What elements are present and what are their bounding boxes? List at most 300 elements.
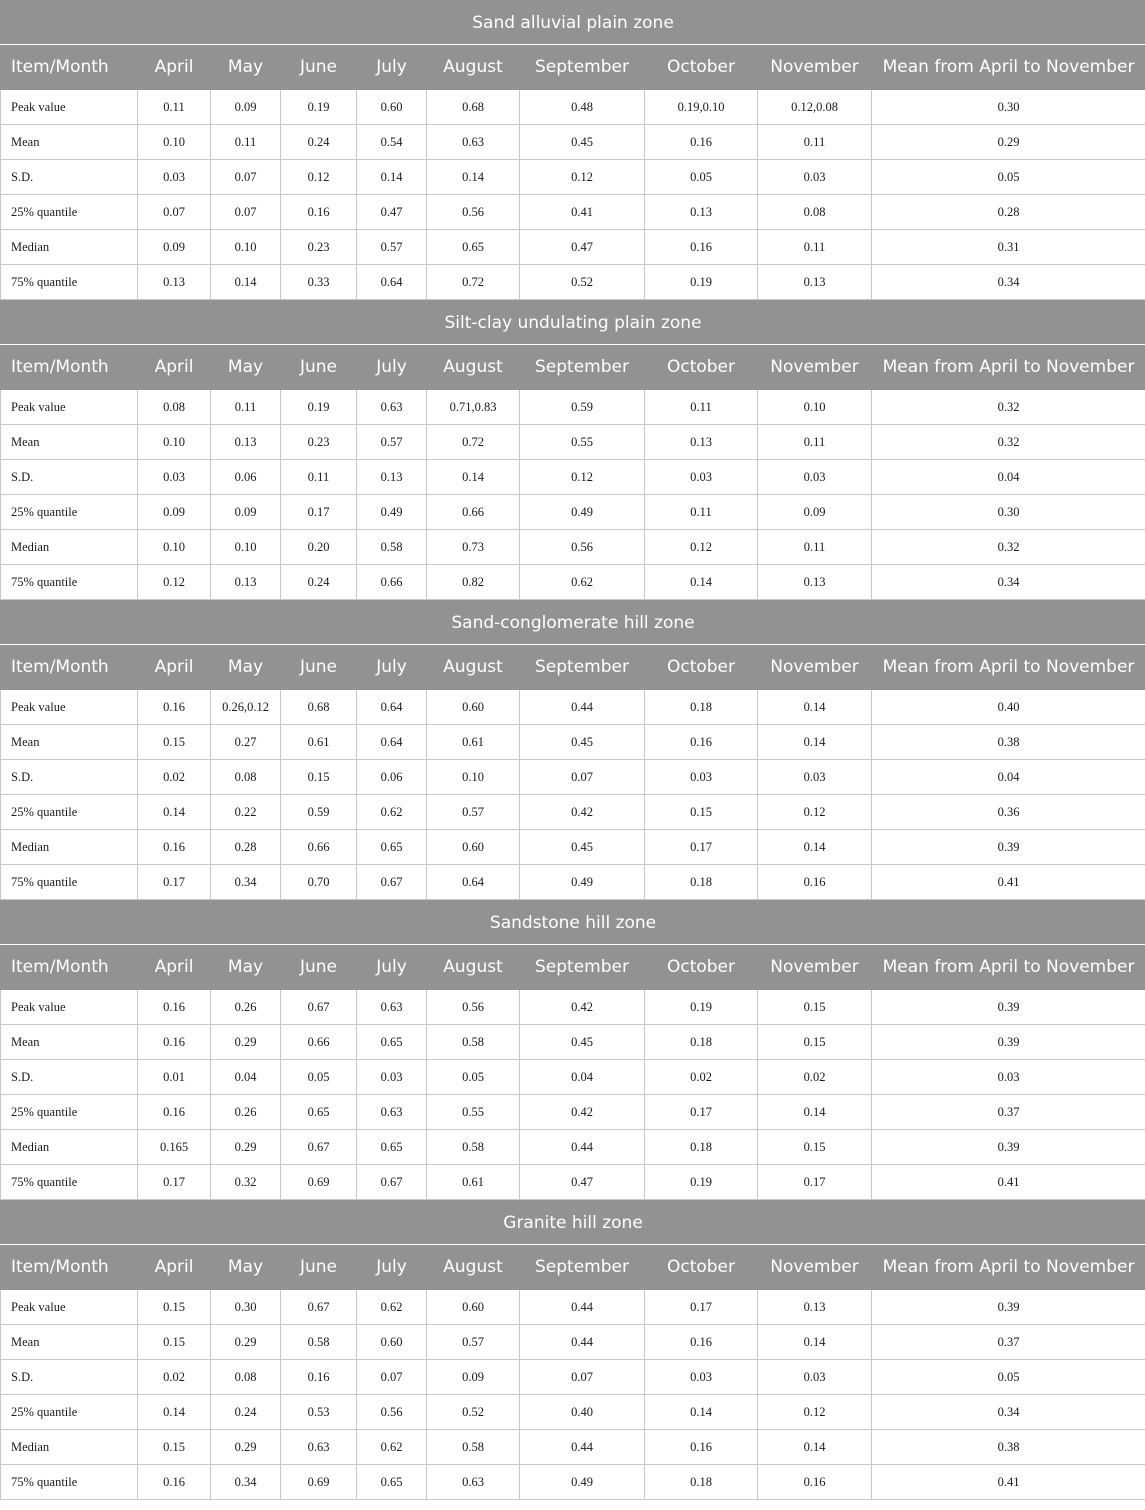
table-row: [1, 795, 1145, 830]
column-header: September: [520, 945, 645, 990]
table-cell: 0.55: [427, 1095, 520, 1130]
table-cell: 0.57: [427, 795, 520, 830]
zone-table-sandstone-hill-zone: [0, 900, 1145, 1200]
table-cell: 0.03: [758, 460, 872, 495]
column-header: August: [427, 45, 520, 90]
table-cell: 0.12,0.08: [758, 90, 872, 125]
table-cell: 0.49: [357, 495, 427, 530]
column-header: May: [211, 945, 281, 990]
table-cell: 0.02: [138, 1360, 211, 1395]
table-cell: 0.67: [357, 865, 427, 900]
table-cell: 0.49: [520, 1465, 645, 1500]
table-cell: 0.44: [520, 1130, 645, 1165]
row-label: 25% quantile: [1, 1395, 138, 1430]
table-cell: 0.07: [357, 1360, 427, 1395]
table-cell: 0.16: [138, 990, 211, 1025]
column-header: June: [281, 645, 357, 690]
table-cell: 0.09: [211, 90, 281, 125]
table-cell: 0.04: [872, 760, 1145, 795]
table-cell: 0.16: [645, 725, 758, 760]
table-cell: 0.18: [645, 1130, 758, 1165]
table-cell: 0.17: [645, 830, 758, 865]
table-cell: 0.02: [758, 1060, 872, 1095]
row-label: 75% quantile: [1, 565, 138, 600]
column-header: July: [357, 645, 427, 690]
table-row: [1, 1290, 1145, 1325]
table-cell: 0.32: [872, 390, 1145, 425]
table-row: [1, 530, 1145, 565]
row-label: Peak value: [1, 390, 138, 425]
row-label: 75% quantile: [1, 865, 138, 900]
table-cell: 0.03: [758, 1360, 872, 1395]
table-cell: 0.14: [427, 160, 520, 195]
table-cell: 0.45: [520, 1025, 645, 1060]
column-header: October: [645, 1245, 758, 1290]
row-label: S.D.: [1, 160, 138, 195]
column-header: Item/Month: [1, 345, 138, 390]
table-cell: 0.37: [872, 1095, 1145, 1130]
table-cell: 0.39: [872, 1130, 1145, 1165]
table-cell: 0.07: [520, 760, 645, 795]
zone-title: Sand alluvial plain zone: [1, 1, 1145, 45]
table-row: [1, 495, 1145, 530]
table-cell: 0.30: [872, 90, 1145, 125]
table-cell: 0.12: [645, 530, 758, 565]
table-cell: 0.39: [872, 1290, 1145, 1325]
table-cell: 0.11: [758, 230, 872, 265]
table-cell: 0.11: [758, 125, 872, 160]
table-cell: 0.61: [427, 1165, 520, 1200]
table-cell: 0.58: [427, 1430, 520, 1465]
table-cell: 0.41: [520, 195, 645, 230]
table-cell: 0.42: [520, 990, 645, 1025]
row-label: 25% quantile: [1, 495, 138, 530]
column-header: November: [758, 345, 872, 390]
table-cell: 0.32: [872, 425, 1145, 460]
table-cell: 0.14: [758, 830, 872, 865]
table-cell: 0.32: [872, 530, 1145, 565]
table-cell: 0.22: [211, 795, 281, 830]
table-cell: 0.19: [645, 990, 758, 1025]
table-cell: 0.65: [357, 830, 427, 865]
table-cell: 0.65: [357, 1465, 427, 1500]
table-cell: 0.13: [758, 265, 872, 300]
column-header: Mean from April to November: [872, 1245, 1145, 1290]
table-cell: 0.16: [645, 125, 758, 160]
column-header: April: [138, 345, 211, 390]
table-cell: 0.20: [281, 530, 357, 565]
table-cell: 0.73: [427, 530, 520, 565]
table-cell: 0.06: [211, 460, 281, 495]
column-header: May: [211, 645, 281, 690]
table-cell: 0.60: [357, 1325, 427, 1360]
table-cell: 0.34: [872, 565, 1145, 600]
table-cell: 0.02: [645, 1060, 758, 1095]
table-cell: 0.14: [758, 1430, 872, 1465]
table-cell: 0.39: [872, 990, 1145, 1025]
table-cell: 0.62: [520, 565, 645, 600]
column-header: August: [427, 945, 520, 990]
table-cell: 0.18: [645, 1025, 758, 1060]
table-cell: 0.05: [872, 160, 1145, 195]
table-row: [1, 1325, 1145, 1360]
table-cell: 0.40: [520, 1395, 645, 1430]
table-cell: 0.72: [427, 425, 520, 460]
table-cell: 0.08: [211, 760, 281, 795]
table-cell: 0.61: [281, 725, 357, 760]
column-header: Item/Month: [1, 45, 138, 90]
table-cell: 0.29: [211, 1130, 281, 1165]
column-header: October: [645, 945, 758, 990]
table-cell: 0.34: [211, 865, 281, 900]
table-row: [1, 1130, 1145, 1165]
table-cell: 0.07: [211, 160, 281, 195]
column-header: Mean from April to November: [872, 45, 1145, 90]
column-header: June: [281, 1245, 357, 1290]
table-cell: 0.60: [427, 1290, 520, 1325]
table-row: [1, 425, 1145, 460]
row-label: S.D.: [1, 1060, 138, 1095]
zone-title: Granite hill zone: [1, 1201, 1145, 1245]
table-cell: 0.34: [872, 265, 1145, 300]
table-cell: 0.66: [427, 495, 520, 530]
table-cell: 0.63: [357, 390, 427, 425]
table-cell: 0.29: [872, 125, 1145, 160]
row-label: Median: [1, 1430, 138, 1465]
table-cell: 0.03: [758, 160, 872, 195]
table-cell: 0.17: [138, 1165, 211, 1200]
table-cell: 0.45: [520, 725, 645, 760]
table-cell: 0.12: [520, 460, 645, 495]
table-cell: 0.05: [872, 1360, 1145, 1395]
column-header: Mean from April to November: [872, 345, 1145, 390]
table-cell: 0.56: [357, 1395, 427, 1430]
table-cell: 0.69: [281, 1165, 357, 1200]
table-cell: 0.64: [427, 865, 520, 900]
table-cell: 0.64: [357, 265, 427, 300]
table-cell: 0.44: [520, 1430, 645, 1465]
table-cell: 0.09: [427, 1360, 520, 1395]
table-cell: 0.15: [758, 1025, 872, 1060]
table-cell: 0.52: [427, 1395, 520, 1430]
table-cell: 0.11: [281, 460, 357, 495]
table-row: [1, 830, 1145, 865]
table-cell: 0.15: [138, 725, 211, 760]
table-cell: 0.07: [211, 195, 281, 230]
table-cell: 0.60: [427, 690, 520, 725]
table-cell: 0.10: [211, 530, 281, 565]
column-header: Item/Month: [1, 645, 138, 690]
table-cell: 0.01: [138, 1060, 211, 1095]
table-row: [1, 725, 1145, 760]
table-row: [1, 1430, 1145, 1465]
row-label: 75% quantile: [1, 1165, 138, 1200]
table-cell: 0.16: [758, 865, 872, 900]
table-cell: 0.09: [758, 495, 872, 530]
row-label: 75% quantile: [1, 1465, 138, 1500]
table-cell: 0.165: [138, 1130, 211, 1165]
table-row: [1, 1060, 1145, 1095]
table-cell: 0.65: [357, 1130, 427, 1165]
table-cell: 0.33: [281, 265, 357, 300]
table-cell: 0.58: [281, 1325, 357, 1360]
row-label: Peak value: [1, 690, 138, 725]
table-cell: 0.03: [758, 760, 872, 795]
column-header: July: [357, 1245, 427, 1290]
table-cell: 0.62: [357, 1430, 427, 1465]
table-cell: 0.61: [427, 725, 520, 760]
table-cell: 0.41: [872, 1465, 1145, 1500]
table-cell: 0.15: [758, 990, 872, 1025]
table-cell: 0.19,0.10: [645, 90, 758, 125]
table-cell: 0.13: [138, 265, 211, 300]
table-cell: 0.15: [138, 1325, 211, 1360]
table-cell: 0.12: [138, 565, 211, 600]
table-cell: 0.16: [758, 1465, 872, 1500]
table-cell: 0.45: [520, 125, 645, 160]
table-cell: 0.63: [427, 1465, 520, 1500]
table-cell: 0.14: [357, 160, 427, 195]
table-cell: 0.72: [427, 265, 520, 300]
table-cell: 0.59: [281, 795, 357, 830]
table-cell: 0.08: [138, 390, 211, 425]
column-header: August: [427, 345, 520, 390]
table-cell: 0.19: [281, 390, 357, 425]
table-cell: 0.17: [281, 495, 357, 530]
table-cell: 0.10: [138, 125, 211, 160]
table-cell: 0.54: [357, 125, 427, 160]
table-cell: 0.17: [645, 1095, 758, 1130]
table-cell: 0.67: [357, 1165, 427, 1200]
zone-table-granite-hill-zone: [0, 1200, 1145, 1500]
table-cell: 0.58: [427, 1025, 520, 1060]
column-header: June: [281, 45, 357, 90]
row-label: Mean: [1, 725, 138, 760]
table-cell: 0.13: [645, 425, 758, 460]
table-cell: 0.53: [281, 1395, 357, 1430]
table-cell: 0.11: [758, 530, 872, 565]
table-cell: 0.14: [758, 1325, 872, 1360]
column-header: September: [520, 645, 645, 690]
table-row: [1, 760, 1145, 795]
table-cell: 0.57: [427, 1325, 520, 1360]
column-header: July: [357, 45, 427, 90]
table-cell: 0.03: [645, 1360, 758, 1395]
table-cell: 0.30: [211, 1290, 281, 1325]
table-cell: 0.49: [520, 865, 645, 900]
table-cell: 0.44: [520, 1290, 645, 1325]
table-cell: 0.39: [872, 830, 1145, 865]
table-cell: 0.65: [357, 1025, 427, 1060]
table-cell: 0.13: [211, 425, 281, 460]
column-header: April: [138, 645, 211, 690]
table-cell: 0.32: [211, 1165, 281, 1200]
row-label: Peak value: [1, 990, 138, 1025]
table-cell: 0.09: [138, 230, 211, 265]
zone-title: Silt-clay undulating plain zone: [1, 301, 1145, 345]
column-header: April: [138, 1245, 211, 1290]
table-cell: 0.03: [138, 460, 211, 495]
table-cell: 0.63: [357, 1095, 427, 1130]
table-cell: 0.17: [645, 1290, 758, 1325]
column-header: May: [211, 1245, 281, 1290]
row-label: Mean: [1, 1325, 138, 1360]
table-cell: 0.28: [211, 830, 281, 865]
table-cell: 0.14: [427, 460, 520, 495]
table-cell: 0.42: [520, 1095, 645, 1130]
table-row: [1, 1095, 1145, 1130]
table-cell: 0.69: [281, 1465, 357, 1500]
column-header: November: [758, 645, 872, 690]
table-cell: 0.38: [872, 725, 1145, 760]
table-cell: 0.30: [872, 495, 1145, 530]
row-label: Median: [1, 1130, 138, 1165]
table-cell: 0.56: [520, 530, 645, 565]
table-cell: 0.44: [520, 690, 645, 725]
table-cell: 0.34: [211, 1465, 281, 1500]
table-cell: 0.55: [520, 425, 645, 460]
table-cell: 0.14: [645, 565, 758, 600]
table-cell: 0.16: [138, 690, 211, 725]
column-header: November: [758, 945, 872, 990]
table-row: [1, 390, 1145, 425]
table-cell: 0.62: [357, 1290, 427, 1325]
table-cell: 0.24: [281, 565, 357, 600]
table-cell: 0.14: [758, 725, 872, 760]
table-row: [1, 265, 1145, 300]
table-cell: 0.11: [211, 125, 281, 160]
table-cell: 0.26,0.12: [211, 690, 281, 725]
table-cell: 0.56: [427, 990, 520, 1025]
table-cell: 0.03: [357, 1060, 427, 1095]
table-cell: 0.16: [138, 830, 211, 865]
row-label: Peak value: [1, 90, 138, 125]
table-cell: 0.29: [211, 1430, 281, 1465]
table-cell: 0.14: [138, 1395, 211, 1430]
table-cell: 0.17: [758, 1165, 872, 1200]
table-cell: 0.18: [645, 1465, 758, 1500]
table-row: [1, 195, 1145, 230]
table-cell: 0.47: [520, 230, 645, 265]
table-cell: 0.23: [281, 230, 357, 265]
table-cell: 0.23: [281, 425, 357, 460]
table-cell: 0.12: [520, 160, 645, 195]
table-row: [1, 230, 1145, 265]
column-header: October: [645, 345, 758, 390]
table-cell: 0.63: [357, 990, 427, 1025]
table-row: [1, 1360, 1145, 1395]
table-cell: 0.57: [357, 230, 427, 265]
table-cell: 0.13: [357, 460, 427, 495]
table-cell: 0.14: [138, 795, 211, 830]
table-cell: 0.31: [872, 230, 1145, 265]
table-cell: 0.15: [645, 795, 758, 830]
table-cell: 0.16: [281, 1360, 357, 1395]
table-row: [1, 1165, 1145, 1200]
table-cell: 0.12: [758, 1395, 872, 1430]
column-header: November: [758, 45, 872, 90]
table-cell: 0.14: [645, 1395, 758, 1430]
table-cell: 0.39: [872, 1025, 1145, 1060]
row-label: 75% quantile: [1, 265, 138, 300]
table-cell: 0.11: [138, 90, 211, 125]
table-cell: 0.47: [520, 1165, 645, 1200]
table-cell: 0.10: [211, 230, 281, 265]
row-label: 25% quantile: [1, 795, 138, 830]
table-cell: 0.18: [645, 865, 758, 900]
table-cell: 0.60: [357, 90, 427, 125]
table-cell: 0.06: [357, 760, 427, 795]
table-cell: 0.58: [427, 1130, 520, 1165]
zone-title: Sandstone hill zone: [1, 901, 1145, 945]
table-cell: 0.14: [758, 690, 872, 725]
column-header: May: [211, 345, 281, 390]
table-cell: 0.04: [211, 1060, 281, 1095]
table-cell: 0.42: [520, 795, 645, 830]
column-header: June: [281, 345, 357, 390]
table-cell: 0.11: [645, 390, 758, 425]
table-cell: 0.26: [211, 990, 281, 1025]
table-cell: 0.03: [138, 160, 211, 195]
column-header: April: [138, 945, 211, 990]
table-cell: 0.65: [281, 1095, 357, 1130]
table-cell: 0.16: [281, 195, 357, 230]
table-cell: 0.67: [281, 1290, 357, 1325]
table-cell: 0.03: [645, 460, 758, 495]
table-cell: 0.65: [427, 230, 520, 265]
table-cell: 0.11: [645, 495, 758, 530]
column-header: Item/Month: [1, 945, 138, 990]
table-cell: 0.04: [520, 1060, 645, 1095]
table-row: [1, 125, 1145, 160]
column-header: July: [357, 345, 427, 390]
zone-table-sand-conglomerate-hill-zone: [0, 600, 1145, 900]
table-cell: 0.13: [758, 1290, 872, 1325]
column-header: June: [281, 945, 357, 990]
table-cell: 0.13: [211, 565, 281, 600]
table-cell: 0.16: [138, 1465, 211, 1500]
table-cell: 0.66: [281, 830, 357, 865]
table-cell: 0.28: [872, 195, 1145, 230]
table-cell: 0.02: [138, 760, 211, 795]
table-cell: 0.13: [645, 195, 758, 230]
table-cell: 0.10: [138, 425, 211, 460]
table-cell: 0.07: [520, 1360, 645, 1395]
table-cell: 0.62: [357, 795, 427, 830]
table-cell: 0.26: [211, 1095, 281, 1130]
table-cell: 0.68: [427, 90, 520, 125]
column-header: July: [357, 945, 427, 990]
table-cell: 0.11: [758, 425, 872, 460]
table-cell: 0.38: [872, 1430, 1145, 1465]
table-cell: 0.15: [138, 1290, 211, 1325]
table-cell: 0.10: [758, 390, 872, 425]
table-cell: 0.19: [645, 1165, 758, 1200]
table-cell: 0.66: [357, 565, 427, 600]
row-label: S.D.: [1, 1360, 138, 1395]
table-cell: 0.58: [357, 530, 427, 565]
table-cell: 0.29: [211, 1325, 281, 1360]
table-cell: 0.41: [872, 865, 1145, 900]
table-cell: 0.05: [427, 1060, 520, 1095]
table-cell: 0.63: [427, 125, 520, 160]
table-cell: 0.15: [281, 760, 357, 795]
table-cell: 0.03: [872, 1060, 1145, 1095]
table-cell: 0.10: [138, 530, 211, 565]
table-cell: 0.34: [872, 1395, 1145, 1430]
row-label: Mean: [1, 425, 138, 460]
column-header: Mean from April to November: [872, 945, 1145, 990]
